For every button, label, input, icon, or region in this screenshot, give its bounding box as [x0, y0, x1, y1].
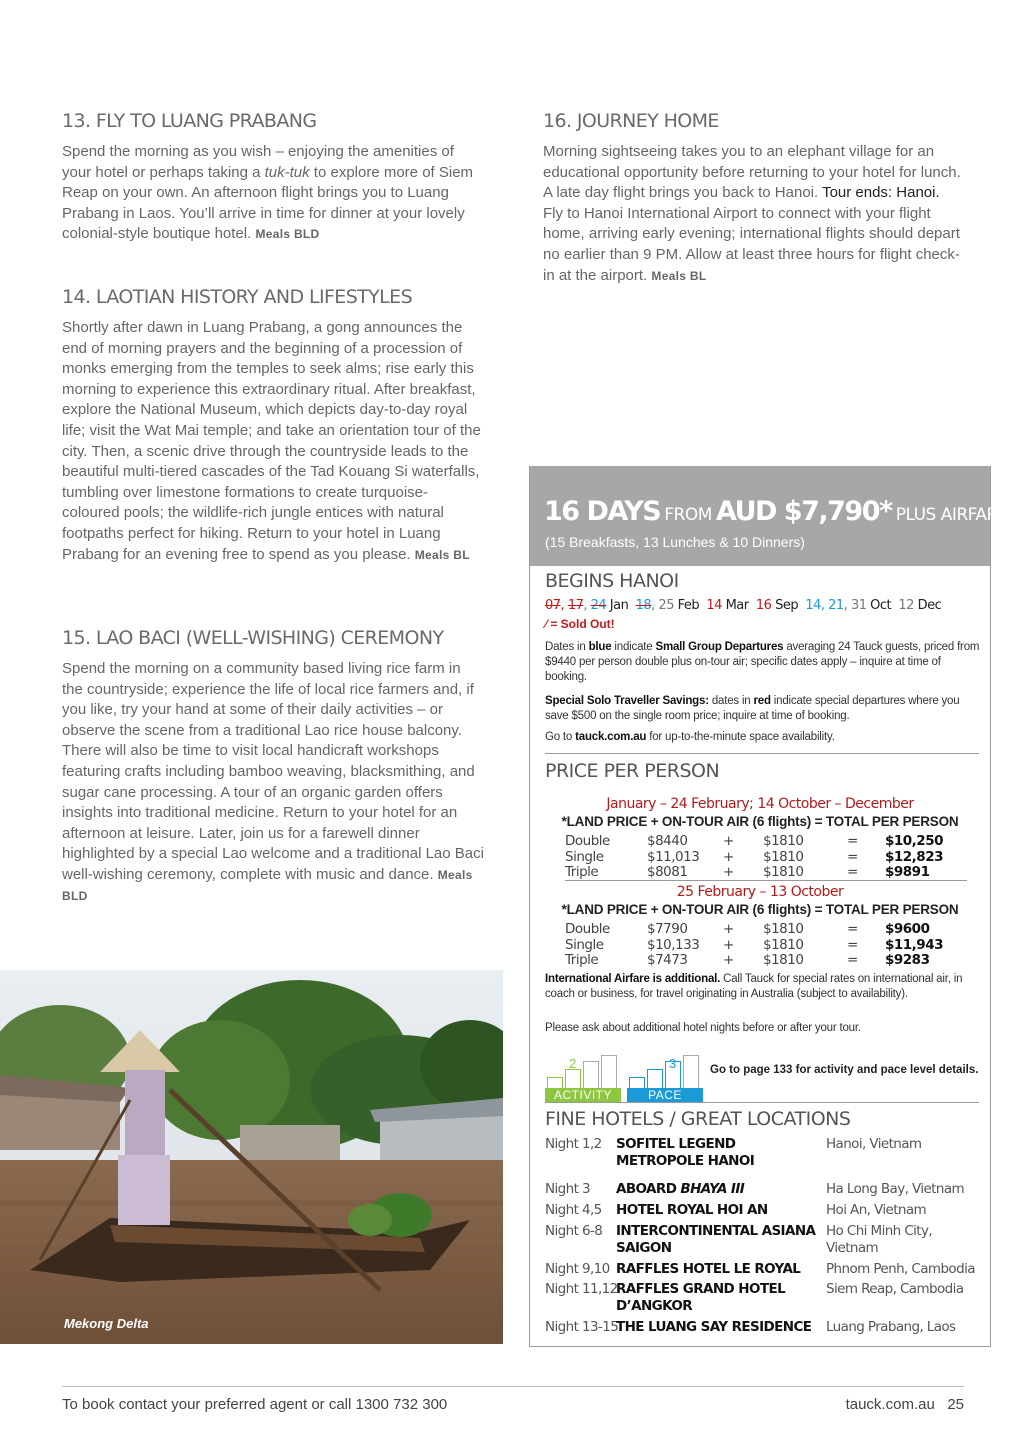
- hotel-name: HOTEL ROYAL HOI AN: [616, 1202, 768, 1218]
- price-cell-eq: =: [847, 833, 858, 849]
- price-row: [565, 921, 945, 936]
- booking-contact: To book contact your preferred agent or call 1300 732 300: [62, 1396, 448, 1413]
- price-cell-room: Double: [565, 921, 610, 937]
- departure-date-fragment: 14: [706, 598, 726, 613]
- hotel-location: Siem Reap, Cambodia: [826, 1281, 964, 1297]
- mekong-delta-photo: [0, 970, 503, 1344]
- day-13-section: [62, 110, 484, 245]
- departure-date-fragment: Sep: [775, 598, 806, 613]
- hotel-name: INTERCONTINENTAL ASIANA SAIGON: [616, 1223, 816, 1256]
- price-cell-air: $1810: [763, 936, 804, 953]
- hotel-name: ABOARD BHAYA III: [616, 1181, 745, 1197]
- departure-date-fragment: 12: [898, 598, 918, 613]
- hotel-nights: Night 11,12: [545, 1281, 618, 1297]
- boat-woman-illustration: [0, 970, 503, 1344]
- departure-date-fragment: Feb: [677, 598, 707, 613]
- price-cell-air: $1810: [763, 952, 804, 968]
- departure-date-fragment: Jan: [606, 598, 636, 613]
- departure-date-fragment: 07: [545, 598, 561, 613]
- price-row: [565, 833, 945, 848]
- day-14-text: Shortly after dawn in Luang Prabang, a gong announces the end of morning prayers and the beginning of a procession of monks emerging from the temples to seek alms; rise early this morning to experience this extraordinary ritual. After breakfast, explore the National Museum, which depicts day-to-day royal life; visit the Wat Mai temple; and take an orientation tour of the city. Then, a scenic drive through the countryside leads to the beautiful multi-tiered cascades of the Tad Kouang Si waterfalls, tumbling over limestone formations to create turquoise-coloured pools; the wildlife-rich jungle entices with natural footpaths perfect for hiking. Return to your hotel in Luang Prabang for an evening free to spend as you please. Meals BL: [62, 319, 481, 563]
- pace-level-icon: 3 PACE: [627, 1056, 703, 1102]
- day-14-title: 14. LAOTIAN HISTORY AND LIFESTYLES: [62, 286, 413, 308]
- price-period: 25 February – 13 October: [676, 884, 844, 900]
- price-row: [565, 849, 945, 864]
- begins-heading: BEGINS HANOI: [545, 570, 679, 592]
- small-group-note: Dates in blue indicate Small Group Departures averaging 24 Tauck guests, priced from $9440 per person double plus on-tour air; specific dates apply – inquire at time of booking.: [545, 641, 980, 683]
- hotel-nights-note: Please ask about additional hotel nights before or after your tour.: [545, 1022, 861, 1034]
- tour-headline: 16 DAYS FROM AUD $7,790* PLUS AIRFARE: [544, 496, 1009, 527]
- price-period: January – 24 February; 14 October – December: [606, 796, 914, 812]
- price-cell-total: $9600: [885, 921, 930, 937]
- hotel-nights: Night 1,2: [545, 1136, 602, 1152]
- hotel-nights: Night 6-8: [545, 1223, 603, 1239]
- price-cell-plus: +: [723, 952, 734, 968]
- price-cell-air: $1810: [763, 833, 804, 849]
- price-cell-room: Single: [565, 848, 604, 865]
- day-15-title: 15. LAO BACI (WELL-WISHING) CEREMONY: [62, 627, 444, 649]
- hotel-location: Hoi An, Vietnam: [826, 1202, 927, 1218]
- departure-date-fragment: ,: [583, 598, 591, 613]
- day-13-title: 13. FLY TO LUANG PRABANG: [62, 110, 317, 132]
- hotel-nights: Night 9,10: [545, 1261, 610, 1277]
- price-row: [565, 864, 945, 879]
- price-cell-total: $11,943: [885, 936, 943, 953]
- level-details-note: Go to page 133 for activity and pace level details.: [710, 1064, 979, 1076]
- price-cell-room: Single: [565, 936, 604, 953]
- price-cell-plus: +: [723, 833, 734, 849]
- price-cell-plus: +: [723, 864, 734, 880]
- panel-header: [530, 466, 1009, 566]
- price-cell-eq: =: [847, 921, 858, 937]
- page-number: 25: [947, 1396, 964, 1413]
- tauck-link[interactable]: tauck.com.au: [575, 731, 647, 743]
- price-cell-land: $10,133: [647, 936, 700, 953]
- day-15-meals: Meals BLD: [62, 867, 473, 903]
- airfare-note: International Airfare is additional. Call Tauck for special rates on international air, in coach or business, for travel originating in Australia (subject to availability).: [545, 973, 963, 1000]
- solo-traveller-note: Special Solo Traveller Savings: dates in red indicate special departures where you save $500 on the single room price; inquire at time of booking.: [545, 695, 960, 722]
- day-13-meals: Meals BLD: [255, 227, 320, 242]
- price-cell-room: Triple: [565, 864, 599, 880]
- price-cell-room: Double: [565, 833, 610, 849]
- departure-date-fragment: 16: [755, 598, 776, 613]
- departure-dates: [545, 598, 941, 613]
- hotel-name: RAFFLES HOTEL LE ROYAL: [616, 1261, 801, 1277]
- price-row: [565, 952, 945, 967]
- price-cell-air: $1810: [763, 848, 804, 865]
- hotel-name: SOFITEL LEGEND METROPOLE HANOI: [616, 1136, 755, 1169]
- departure-date-fragment: 24: [590, 598, 607, 613]
- sold-out-legend: ⁄ = Sold Out!: [545, 617, 615, 631]
- availability-note: Go to tauck.com.au for up-to-the-minute space availability.: [545, 731, 835, 743]
- day-16-text: Morning sightseeing takes you to an elephant village for an educational opportunity before returning to your hotel for lunch. A late day flight brings you back to Hanoi. Tour ends: Hanoi. Fly to Hanoi International Airport to connect with your flight home, arriving early evening; international flights should depart no earlier than 9 PM. Allow at least three hours for flight check-in at the airport. Meals BL: [543, 143, 961, 284]
- price-cell-total: $10,250: [885, 833, 943, 849]
- hotel-name: THE LUANG SAY RESIDENCE: [616, 1319, 812, 1335]
- photo-caption: Mekong Delta: [64, 1316, 149, 1331]
- day-16-meals: Meals BL: [651, 268, 707, 283]
- hotel-location: Hanoi, Vietnam: [826, 1136, 922, 1152]
- price-cell-plus: +: [723, 921, 734, 937]
- price-cell-total: $9891: [885, 864, 930, 880]
- hotel-nights: Night 3: [545, 1181, 590, 1197]
- hotel-name: RAFFLES GRAND HOTEL D’ANGKOR: [616, 1281, 786, 1314]
- price-cell-eq: =: [847, 952, 858, 968]
- day-15-section: [62, 627, 484, 906]
- price-per-person-heading: PRICE PER PERSON: [545, 760, 720, 782]
- hotel-location: Ha Long Bay, Vietnam: [826, 1181, 965, 1197]
- footer-right: [846, 1396, 964, 1413]
- day-15-text: Spend the morning on a community based living rice farm in the countryside; experience the life of local rice farmers and, if you like, try your hand at some of their daily activities – or observe the scene from a traditional Lao rice house balcony. There will also be time to visit local handicraft workshops featuring crafts including bamboo weaving, blacksmithing, and sugar cane processing. A tour of an organic garden offers insights into traditional medicine. Return to your hotel for an afternoon at leisure. Later, join us for a farewell dinner highlighted by a special Lao welcome and a traditional Lao Baci well-wishing ceremony, complete with music and dance. Meals BLD: [62, 660, 484, 903]
- hotel-location: Luang Prabang, Laos: [826, 1319, 956, 1335]
- departure-date-fragment: 18: [635, 598, 652, 613]
- price-row: [565, 937, 945, 952]
- price-cell-eq: =: [847, 936, 858, 953]
- price-table-header: *LAND PRICE + ON-TOUR AIR (6 flights) = TOTAL PER PERSON: [561, 814, 959, 829]
- tour-price-panel: [529, 466, 1009, 1347]
- price-cell-air: $1810: [763, 921, 804, 937]
- price-cell-land: $7473: [647, 952, 688, 968]
- departure-date-fragment: ,: [560, 598, 568, 613]
- activity-level-icon: 2 ACTIVITY: [545, 1056, 621, 1102]
- day-13-text: Spend the morning as you wish – enjoying the amenities of your hotel or perhaps taking a tuk-tuk to explore more of Siem Reap on your own. An afternoon flight brings you to Luang Prabang in Laos. You’ll arrive in time for dinner at your lovely colonial-style boutique hotel. Meals BLD: [62, 143, 474, 243]
- hotel-location: Ho Chi Minh City, Vietnam: [826, 1223, 933, 1256]
- departure-date-fragment: , 31: [843, 598, 871, 613]
- divider: [545, 753, 979, 754]
- price-cell-plus: +: [723, 848, 734, 865]
- price-cell-plus: +: [723, 936, 734, 953]
- price-cell-room: Triple: [565, 952, 599, 968]
- day-14-section: [62, 286, 484, 565]
- price-table-header: *LAND PRICE + ON-TOUR AIR (6 flights) = TOTAL PER PERSON: [561, 902, 959, 917]
- departure-date-fragment: 14, 21: [805, 598, 844, 613]
- price-cell-eq: =: [847, 848, 858, 865]
- hotel-nights: Night 4,5: [545, 1202, 602, 1218]
- website-link[interactable]: tauck.com.au: [845, 1396, 935, 1413]
- included-meals: (15 Breakfasts, 13 Lunches & 10 Dinners): [545, 534, 805, 550]
- price-cell-land: $8440: [647, 833, 688, 849]
- departure-date-fragment: Mar: [725, 598, 756, 613]
- price-cell-land: $11,013: [647, 848, 700, 865]
- day-16-section: [543, 110, 963, 286]
- departure-date-fragment: , 25: [651, 598, 678, 613]
- price-cell-eq: =: [847, 864, 858, 880]
- departure-date-fragment: 17: [567, 598, 584, 613]
- hotel-location: Phnom Penh, Cambodia: [826, 1261, 975, 1277]
- departure-date-fragment: Oct: [870, 598, 899, 613]
- table-divider: [565, 880, 967, 881]
- price-cell-total: $9283: [885, 952, 930, 968]
- price-cell-land: $8081: [647, 864, 688, 880]
- divider: [545, 1102, 979, 1103]
- footer-divider: [62, 1386, 964, 1387]
- departure-date-fragment: Dec: [917, 598, 942, 613]
- hotel-nights: Night 13-15: [545, 1319, 619, 1335]
- price-cell-land: $7790: [647, 921, 688, 937]
- hotels-heading: FINE HOTELS / GREAT LOCATIONS: [545, 1108, 851, 1130]
- day-14-meals: Meals BL: [414, 547, 470, 562]
- price-cell-air: $1810: [763, 864, 804, 880]
- price-cell-total: $12,823: [885, 848, 943, 865]
- day-16-title: 16. JOURNEY HOME: [543, 110, 719, 132]
